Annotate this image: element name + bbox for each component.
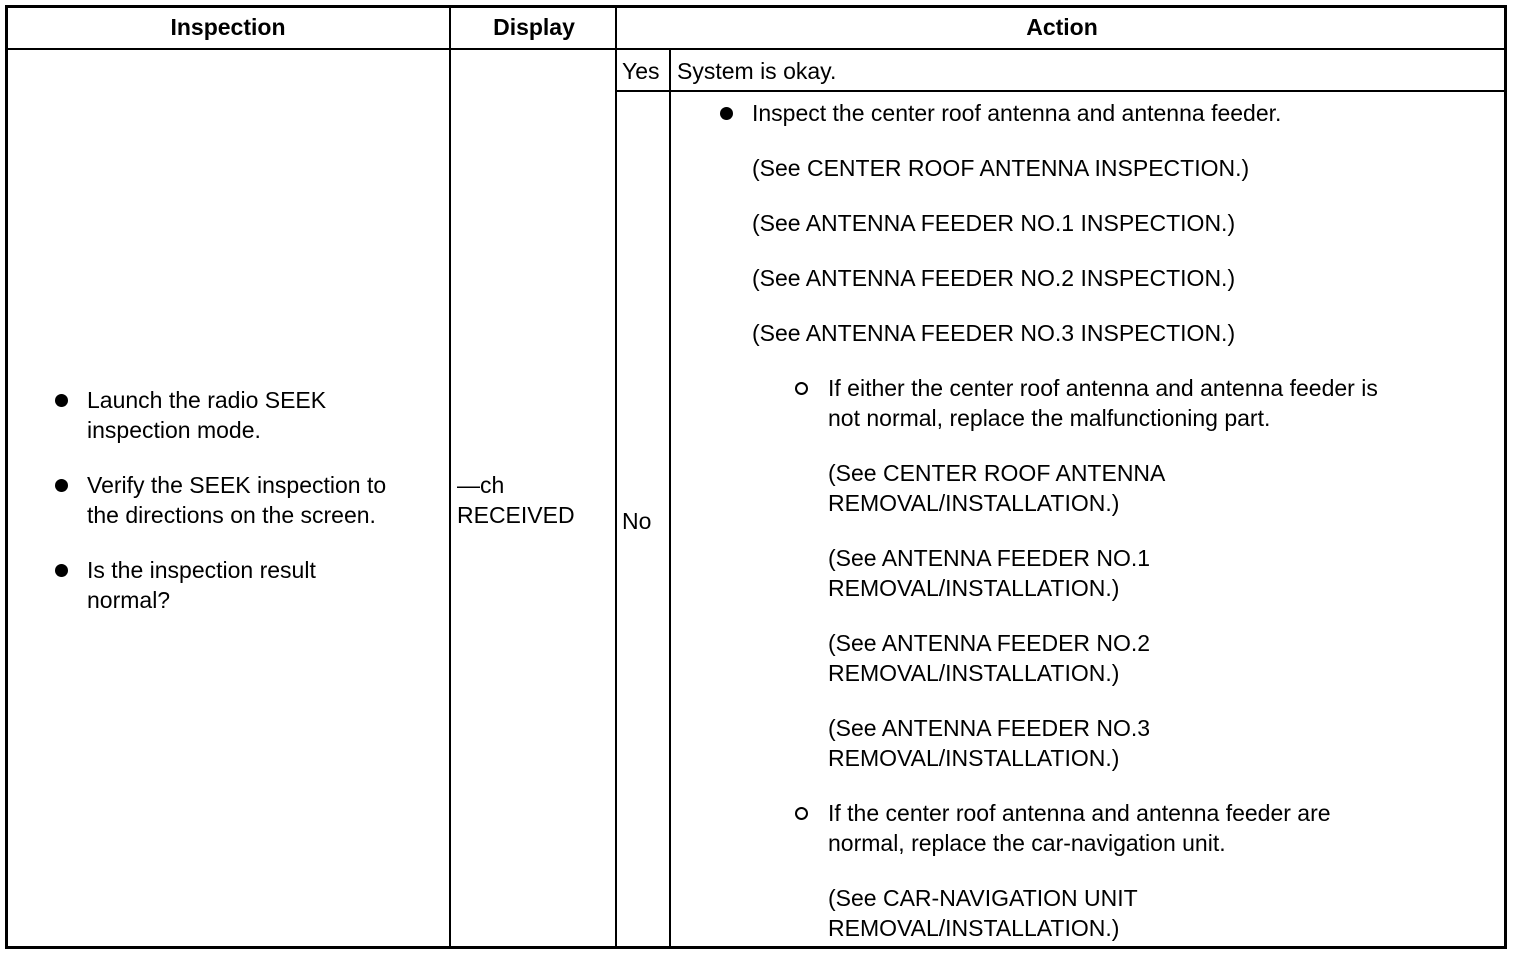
removal-reference: (See ANTENNA FEEDER NO.1 REMOVAL/INSTALLATION.) (828, 545, 1151, 601)
column-divider-display (615, 5, 617, 949)
yes-no-divider (615, 90, 1507, 92)
column-divider-inspection (449, 5, 451, 949)
yes-action-text: System is okay. (677, 58, 837, 84)
see-reference: (See ANTENNA FEEDER NO.3 INSPECTION.) (752, 320, 1236, 346)
removal-reference: (See CAR-NAVIGATION UNIT REMOVAL/INSTALLATION.) (828, 885, 1138, 941)
removal-reference: (See CENTER ROOF ANTENNA REMOVAL/INSTALLATION.) (828, 460, 1166, 516)
removal-reference: (See ANTENNA FEEDER NO.2 REMOVAL/INSTALLATION.) (828, 630, 1151, 686)
bullet-icon (720, 107, 733, 120)
inspection-item: Is the inspection result normal? (87, 557, 316, 613)
see-reference: (See CENTER ROOF ANTENNA INSPECTION.) (752, 155, 1250, 181)
yes-label: Yes (622, 58, 660, 84)
no-label: No (622, 508, 652, 534)
open-bullet-icon (795, 382, 808, 395)
see-reference: (See ANTENNA FEEDER NO.1 INSPECTION.) (752, 210, 1236, 236)
see-reference: (See ANTENNA FEEDER NO.2 INSPECTION.) (752, 265, 1236, 291)
bullet-icon (55, 479, 68, 492)
main-instruction: Inspect the center roof antenna and antenna feeder. (752, 100, 1282, 126)
sub-instruction: If either the center roof antenna and antenna feeder is not normal, replace the malfunctioning part. (828, 375, 1378, 431)
header-inspection: Inspection (170, 14, 286, 40)
bullet-icon (55, 564, 68, 577)
inspection-item: Launch the radio SEEK inspection mode. (87, 387, 327, 443)
header-display: Display (493, 14, 575, 40)
bullet-icon (55, 394, 68, 407)
display-value: —ch RECEIVED (457, 472, 575, 528)
header-action: Action (1026, 14, 1098, 40)
sub-instruction: If the center roof antenna and antenna feeder are normal, replace the car-navigation unit. (828, 800, 1331, 856)
label-column-divider (669, 48, 671, 949)
open-bullet-icon (795, 807, 808, 820)
removal-reference: (See ANTENNA FEEDER NO.3 REMOVAL/INSTALLATION.) (828, 715, 1151, 771)
inspection-item: Verify the SEEK inspection to the directions on the screen. (87, 472, 387, 528)
